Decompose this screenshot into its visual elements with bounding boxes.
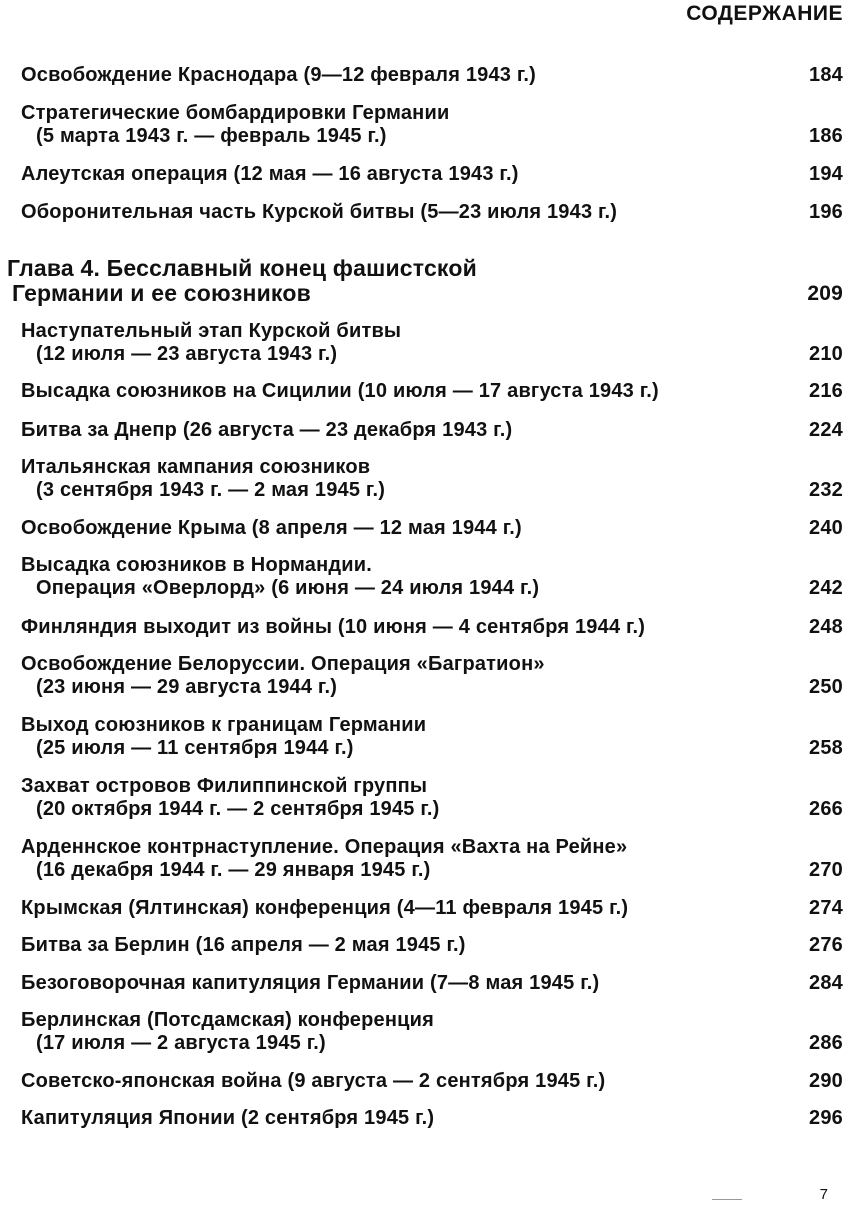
toc-entry-title: Безоговорочная капитуляция Германии (7—8 мая 1945 г.) — [21, 972, 600, 994]
toc-entry-title: Выход союзников к границам Германии (25 июля — 11 сентября 1944 г.) — [21, 714, 427, 759]
toc-entry-title: Освобождение Белоруссии. Операция «Багратион» (23 июня — 29 августа 1944 г.) — [21, 653, 545, 698]
toc-entry-title: Финляндия выходит из войны (10 июня — 4 сентября 1944 г.) — [21, 616, 646, 638]
toc-entry[interactable] — [21, 1070, 843, 1093]
toc-entry-page: 224 — [809, 419, 843, 441]
chapter-title-line2: Германии и ее союзников — [12, 280, 311, 306]
toc-entry-title: Капитуляция Японии (2 сентября 1945 г.) — [21, 1107, 435, 1129]
toc-entry[interactable] — [21, 102, 843, 148]
toc-entry-page: 296 — [809, 1107, 843, 1129]
toc-entry-page: 196 — [809, 201, 843, 223]
toc-entry-title: Арденнское контрнаступление. Операция «Вахта на Рейне» (16 декабря 1944 г. — 29 января 1945 г.) — [21, 836, 628, 881]
toc-entry-page: 210 — [809, 343, 843, 365]
footer-divider — [712, 1199, 742, 1200]
toc-entry-page: 248 — [809, 616, 843, 638]
toc-entry[interactable] — [21, 320, 843, 366]
toc-entry[interactable] — [21, 972, 843, 995]
toc-entry-page: 250 — [809, 676, 843, 698]
toc-entry[interactable] — [21, 616, 843, 639]
chapter-title-line1: Глава 4. Бесславный конец фашистской — [7, 255, 477, 281]
toc-entry[interactable] — [21, 517, 843, 540]
toc-entry-page: 186 — [809, 125, 843, 147]
toc-entry-page: 276 — [809, 934, 843, 956]
page-header: СОДЕРЖАНИЕ — [686, 2, 843, 25]
toc-entry-page: 240 — [809, 517, 843, 539]
toc-entry[interactable] — [21, 1107, 843, 1130]
toc-entry-page: 270 — [809, 859, 843, 881]
chapter-page: 209 — [807, 282, 843, 305]
toc-entry[interactable] — [21, 64, 843, 87]
toc-entry-title: Крымская (Ялтинская) конференция (4—11 февраля 1945 г.) — [21, 897, 629, 919]
toc-entry[interactable] — [21, 380, 843, 403]
toc-entry[interactable] — [21, 419, 843, 442]
toc-entry[interactable] — [21, 201, 843, 224]
toc-entry-title: Освобождение Крыма (8 апреля — 12 мая 1944 г.) — [21, 517, 522, 539]
toc-entry-title: Освобождение Краснодара (9—12 февраля 1943 г.) — [21, 64, 537, 86]
toc-entry-title: Наступательный этап Курской битвы (12 июля — 23 августа 1943 г.) — [21, 320, 402, 365]
toc-entry-page: 286 — [809, 1032, 843, 1054]
toc-entry-title: Стратегические бомбардировки Германии (5 марта 1943 г. — февраль 1945 г.) — [21, 102, 450, 147]
toc-entry[interactable] — [21, 934, 843, 957]
toc-entry-title: Советско-японская война (9 августа — 2 сентября 1945 г.) — [21, 1070, 606, 1092]
toc-entry-title: Высадка союзников в Нормандии. Операция «Оверлорд» (6 июня — 24 июля 1944 г.) — [21, 554, 540, 599]
toc-entry-page: 232 — [809, 479, 843, 501]
toc-entry-page: 274 — [809, 897, 843, 919]
toc-entry-title: Оборонительная часть Курской битвы (5—23 июля 1943 г.) — [21, 201, 618, 223]
toc-entry[interactable] — [21, 163, 843, 186]
toc-entry-page: 284 — [809, 972, 843, 994]
chapter-heading[interactable] — [7, 256, 843, 306]
toc-entry-title: Берлинская (Потсдамская) конференция (17 июля — 2 августа 1945 г.) — [21, 1009, 434, 1054]
toc-entry[interactable] — [21, 456, 843, 502]
toc-entry[interactable] — [21, 775, 843, 821]
toc-entry-title: Высадка союзников на Сицилии (10 июля — 17 августа 1943 г.) — [21, 380, 659, 402]
toc-entry-title: Итальянская кампания союзников (3 сентября 1943 г. — 2 мая 1945 г.) — [21, 456, 386, 501]
toc-entry-page: 266 — [809, 798, 843, 820]
toc-entry[interactable] — [21, 1009, 843, 1055]
toc-entry-title: Битва за Днепр (26 августа — 23 декабря 1943 г.) — [21, 419, 513, 441]
toc-entry-page: 242 — [809, 577, 843, 599]
toc-entry[interactable] — [21, 554, 843, 600]
toc-entry-page: 290 — [809, 1070, 843, 1092]
page-number: 7 — [819, 1186, 828, 1203]
toc-entry-title: Алеутская операция (12 мая — 16 августа 1943 г.) — [21, 163, 519, 185]
toc-entry-page: 194 — [809, 163, 843, 185]
toc-entry-page: 216 — [809, 380, 843, 402]
toc-entry-page: 258 — [809, 737, 843, 759]
toc-entry[interactable] — [21, 897, 843, 920]
toc-entry-page: 184 — [809, 64, 843, 86]
toc-entry[interactable] — [21, 653, 843, 699]
toc-entry-title: Захват островов Филиппинской группы (20 октября 1944 г. — 2 сентября 1945 г.) — [21, 775, 440, 820]
toc-entry-title: Битва за Берлин (16 апреля — 2 мая 1945 г.) — [21, 934, 466, 956]
toc-entry[interactable] — [21, 714, 843, 760]
toc-entry[interactable] — [21, 836, 843, 882]
